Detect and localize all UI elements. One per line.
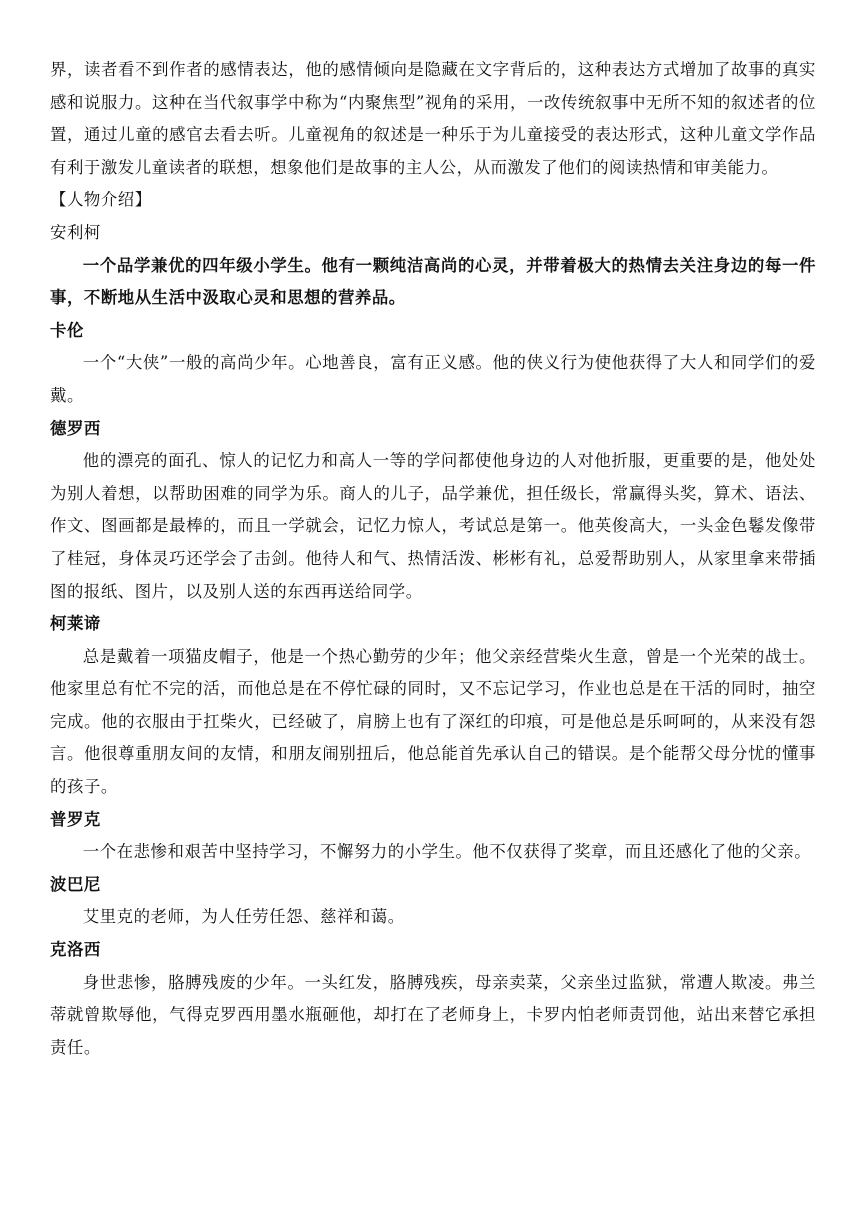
character-name: 德罗西 bbox=[50, 418, 101, 438]
character-description: 总是戴着一项猫皮帽子，他是一个热心勤劳的少年；他父亲经营柴火生意，曾是一个光荣的战士。他家里总有忙不完的活，而他总是在不停忙碌的同时，又不忘记学习，作业也总是在干活的同时，抽空完成。他的衣服由于扛柴火，已经破了，肩膀上也有了深红的印痕，可是他总是乐呵呵的，从来没有怨言。他很尊重朋友间的友情，和朋友闹别扭后，他总能首先承认自己的错误。是个能帮父母分忧的懂事的孩子。 bbox=[50, 646, 816, 797]
character-description: 身世悲惨，胳膊残废的少年。一头红发，胳膊残疾，母亲卖菜，父亲坐过监狱，常遭人欺凌。弗兰蒂就曾欺辱他，气得克罗西用墨水瓶砸他，却打在了老师身上，卡罗内怕老师责罚他，站出来替它承担责任。 bbox=[50, 972, 816, 1057]
character-description: 一个在悲惨和艰苦中坚持学习，不懈努力的小学生。他不仅获得了奖章，而且还感化了他的父亲。 bbox=[82, 842, 812, 862]
character-name: 波巴尼 bbox=[50, 874, 101, 894]
character-name: 安利柯 bbox=[50, 222, 101, 242]
character-name: 柯莱谛 bbox=[50, 614, 101, 634]
character-name: 卡伦 bbox=[50, 320, 84, 340]
character-description: 他的漂亮的面孔、惊人的记忆力和高人一等的学问都使他身边的人对他折服，更重要的是，他处处为别人着想，以帮助困难的同学为乐。商人的儿子，品学兼优，担任级长，常赢得头奖，算术、语法、作文、图画都是最棒的，而且一学就会，记忆力惊人，考试总是第一。他英俊高大，一头金色鬈发像带了桂冠，身体灵巧还学会了击剑。他待人和气、热情活泼、彬彬有礼，总爱帮助别人，从家里拿来带插图的报纸、图片，以及别人送的东西再送给同学。 bbox=[50, 451, 816, 601]
document-page bbox=[50, 54, 816, 1064]
character-description: 艾里克的老师，为人任劳任怨、慈祥和蔼。 bbox=[82, 907, 405, 927]
character-description: 一个“大侠”一般的高尚少年。心地善良，富有正义感。他的侠义行为使他获得了大人和同学们的爱戴。 bbox=[50, 353, 816, 405]
character-name: 克洛西 bbox=[50, 940, 101, 960]
section-heading: 【人物介绍】 bbox=[50, 190, 152, 210]
intro-paragraph: 界，读者看不到作者的感情表达，他的感情倾向是隐藏在文字背后的，这种表达方式增加了故事的真实感和说服力。这种在当代叙事学中称为“内聚焦型”视角的采用，一改传统叙事中无所不知的叙述者的位置，通过儿童的感官去看去听。儿童视角的叙述是一种乐于为儿童接受的表达形式，这种儿童文学作品有利于激发儿童读者的联想，想象他们是故事的主人公，从而激发了他们的阅读热情和审美能力。 bbox=[50, 60, 816, 177]
character-name: 普罗克 bbox=[50, 809, 101, 829]
character-description: 一个品学兼优的四年级小学生。他有一颗纯洁高尚的心灵，并带着极大的热情去关注身边的每一件事，不断地从生活中汲取心灵和思想的营养品。 bbox=[50, 255, 816, 308]
